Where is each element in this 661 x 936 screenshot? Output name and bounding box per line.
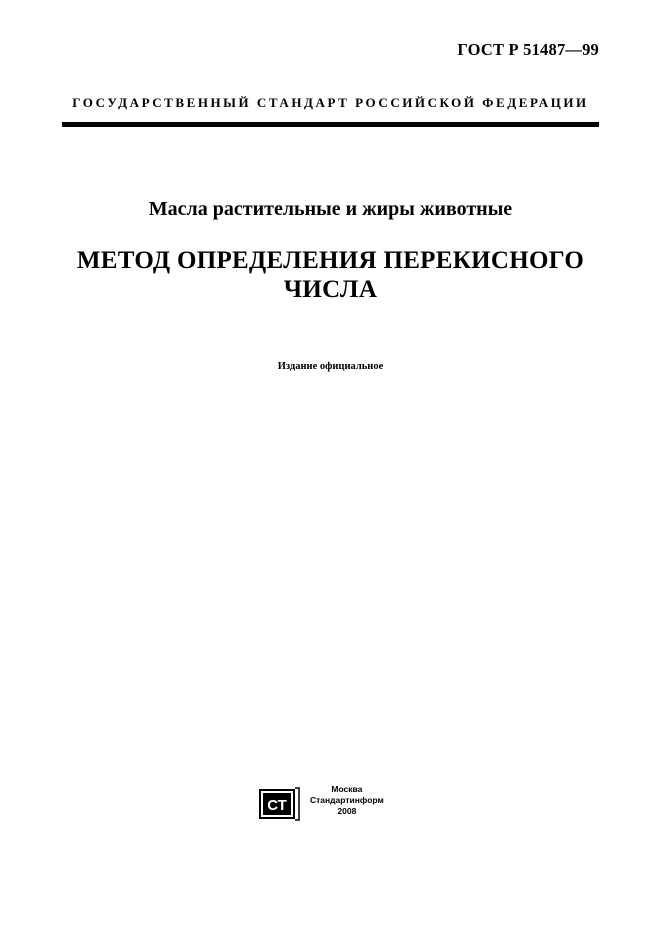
publisher-name: Стандартинформ [310,795,384,805]
publisher-imprint [310,784,384,817]
publisher-block [259,786,384,822]
logo-lettering: СТ [267,797,287,814]
document-number: ГОСТ Р 51487—99 [457,40,599,59]
document-title [60,246,601,304]
standard-header: ГОСУДАРСТВЕННЫЙ СТАНДАРТ РОССИЙСКОЙ ФЕДЕРАЦИИ [72,95,589,110]
publisher-year: 2008 [337,806,357,816]
title-line-1: МЕТОД ОПРЕДЕЛЕНИЯ ПЕРЕКИСНОГО [76,247,585,274]
publisher-city: Москва [331,784,363,794]
document-subtitle: Масла растительные и жиры животные [148,198,513,220]
publisher-logo-icon [259,786,301,822]
header-rule [62,122,599,127]
edition-note: Издание официальное [277,361,384,372]
title-line-2: ЧИСЛА [283,276,378,303]
